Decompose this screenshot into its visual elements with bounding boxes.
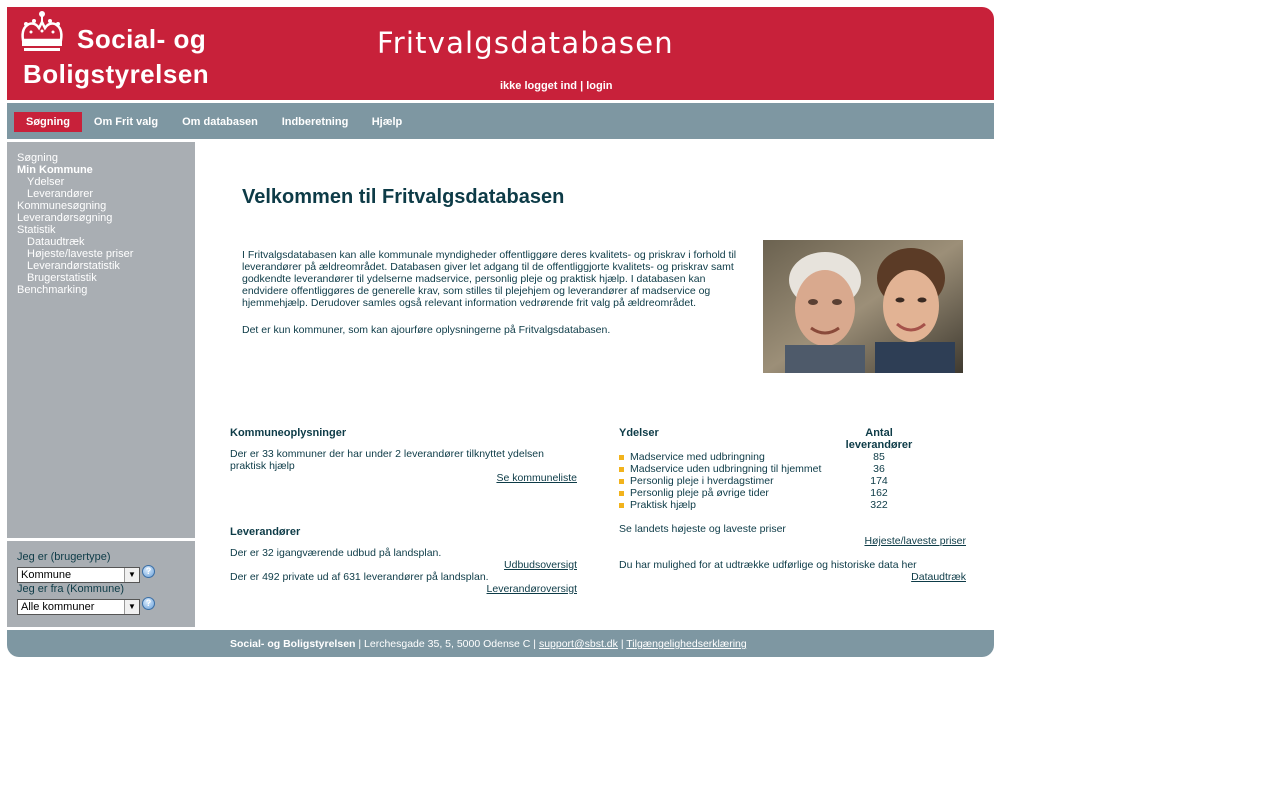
leverandorer-heading: Leverandører bbox=[230, 526, 301, 538]
support-email-link[interactable]: support@sbst.dk bbox=[538, 638, 618, 650]
site-header bbox=[7, 7, 994, 100]
sidebar bbox=[7, 142, 195, 538]
welcome-photo bbox=[763, 240, 963, 373]
udbud-text: Der er 32 igangværende udbud på landsplan. bbox=[230, 547, 442, 559]
sidebar-item-ydelser[interactable]: Ydelser bbox=[27, 176, 65, 188]
intro-note: Det er kun kommuner, som kan ajourføre oplysningerne på Fritvalgsdatabasen. bbox=[242, 324, 611, 336]
municipality-select-value: Alle kommuner bbox=[21, 601, 95, 613]
intro-paragraph: I Fritvalgsdatabasen kan alle kommunale myndigheder offentliggøre deres kvalitets- og priskrav i forhold til leverandører på ældreområdet. Databasen giver let adgang til de offentliggjorte kvalitets- og priskrav samt godkendte leverandører til ydelserne madservice, personlig pleje og praktisk hjælp. I databasen kan endvidere offentliggøres de generelle krav, som stilles til plejehjem og leverandører af madservice og hjemmehjælp. Derudover samles også relevant information vedrørende frit valg på ældreområdet. bbox=[242, 249, 737, 309]
logo-line-1: Social- og bbox=[77, 24, 207, 54]
sidebar-item-min-kommune[interactable]: Min Kommune bbox=[17, 164, 93, 176]
login-status-text: ikke logget ind bbox=[500, 80, 578, 92]
sidebar-item-leverandorer[interactable]: Leverandører bbox=[27, 188, 94, 200]
chevron-down-icon[interactable]: ▼ bbox=[124, 600, 139, 614]
sidebar-item-leverandorsogning[interactable]: Leverandørsøgning bbox=[17, 212, 113, 224]
site-title: Fritvalgsdatabasen bbox=[377, 26, 674, 60]
municipality-select[interactable] bbox=[17, 599, 140, 615]
site-footer bbox=[7, 630, 994, 657]
leverandorer-count-heading: leverandører bbox=[845, 439, 913, 451]
tab-indberetning[interactable]: Indberetning bbox=[281, 116, 349, 128]
page-title: Velkommen til Fritvalgsdatabasen bbox=[242, 186, 565, 208]
login-status bbox=[500, 80, 613, 92]
ydelse-name: Praktisk hjælp bbox=[630, 499, 696, 511]
tab-om-frit-valg[interactable]: Om Frit valg bbox=[93, 116, 159, 128]
hojeste-laveste-priser-link[interactable]: Højeste/laveste priser bbox=[864, 535, 966, 547]
sidebar-item-hojeste-laveste-priser[interactable]: Højeste/laveste priser bbox=[27, 248, 134, 260]
kommune-heading: Kommuneoplysninger bbox=[230, 427, 347, 439]
usertype-select[interactable] bbox=[17, 567, 140, 583]
main-nav bbox=[7, 103, 994, 139]
ydelse-count: 36 bbox=[873, 463, 885, 475]
ydelse-count: 162 bbox=[870, 487, 888, 499]
dataudtraek-link[interactable]: Dataudtræk bbox=[911, 571, 966, 583]
elderly-and-caregiver-photo bbox=[763, 240, 963, 373]
ydelse-name: Personlig pleje på øvrige tider bbox=[630, 487, 769, 499]
ydelse-count: 174 bbox=[870, 475, 888, 487]
help-icon[interactable]: ? bbox=[142, 597, 155, 610]
user-settings-box bbox=[7, 541, 195, 627]
footer-line bbox=[230, 638, 747, 650]
tab-hjaelp[interactable]: Hjælp bbox=[371, 116, 403, 128]
bullet-icon bbox=[619, 455, 624, 460]
leverandoroversigt-link[interactable]: Leverandøroversigt bbox=[486, 583, 577, 595]
footer-org: Social- og Boligstyrelsen bbox=[230, 638, 356, 650]
bullet-icon bbox=[619, 491, 624, 496]
sidebar-item-dataudtraek[interactable]: Dataudtræk bbox=[27, 236, 85, 248]
footer-address: | Lerchesgade 35, 5, 5000 Odense C | bbox=[355, 638, 539, 650]
crown-icon bbox=[17, 10, 67, 54]
login-separator: | bbox=[580, 80, 584, 92]
chevron-down-icon[interactable]: ▼ bbox=[124, 568, 139, 582]
ydelser-heading: Ydelser bbox=[619, 427, 659, 439]
logo-line-2: Boligstyrelsen bbox=[23, 59, 210, 89]
help-icon[interactable]: ? bbox=[142, 565, 155, 578]
ydelse-count: 85 bbox=[873, 451, 885, 463]
ydelse-name: Madservice uden udbringning til hjemmet bbox=[630, 463, 822, 475]
ydelse-count: 322 bbox=[870, 499, 888, 511]
ydelse-name: Madservice med udbringning bbox=[630, 451, 765, 463]
private-leverandorer-text: Der er 492 private ud af 631 leverandører på landsplan. bbox=[230, 571, 489, 583]
kommune-text: Der er 33 kommuner der har under 2 leverandører tilknyttet ydelsen praktisk hjælp bbox=[230, 448, 544, 472]
udbudsoversigt-link[interactable]: Udbudsoversigt bbox=[504, 559, 577, 571]
sidebar-item-brugerstatistik[interactable]: Brugerstatistik bbox=[27, 272, 97, 284]
antal-heading: Antal bbox=[865, 427, 893, 439]
sidebar-item-benchmarking[interactable]: Benchmarking bbox=[17, 284, 88, 296]
bullet-icon bbox=[619, 467, 624, 472]
usertype-select-value: Kommune bbox=[21, 569, 72, 581]
extract-text: Du har mulighed for at udtrække udførlige og historiske data her bbox=[619, 559, 917, 571]
bullet-icon bbox=[619, 503, 624, 508]
municipality-label: Jeg er fra (Kommune) bbox=[17, 583, 124, 595]
sidebar-item-statistik[interactable]: Statistik bbox=[17, 224, 56, 236]
sidebar-item-sogning[interactable]: Søgning bbox=[17, 152, 58, 164]
accessibility-link[interactable]: Tilgængelighedserklæring bbox=[626, 638, 747, 650]
ydelse-name: Personlig pleje i hverdagstimer bbox=[630, 475, 774, 487]
sidebar-item-leverandorstatistik[interactable]: Leverandørstatistik bbox=[27, 260, 120, 272]
tab-sogning[interactable]: Søgning bbox=[14, 112, 82, 132]
sidebar-item-kommunesogning[interactable]: Kommunesøgning bbox=[17, 200, 107, 212]
usertype-label: Jeg er (brugertype) bbox=[17, 551, 111, 563]
tab-om-databasen[interactable]: Om databasen bbox=[182, 116, 258, 128]
login-link[interactable]: login bbox=[586, 80, 613, 92]
footer-separator: | bbox=[617, 638, 627, 650]
prices-text: Se landets højeste og laveste priser bbox=[619, 523, 786, 535]
kommuneliste-link[interactable]: Se kommuneliste bbox=[496, 472, 577, 484]
bullet-icon bbox=[619, 479, 624, 484]
agency-logo[interactable] bbox=[17, 10, 232, 98]
